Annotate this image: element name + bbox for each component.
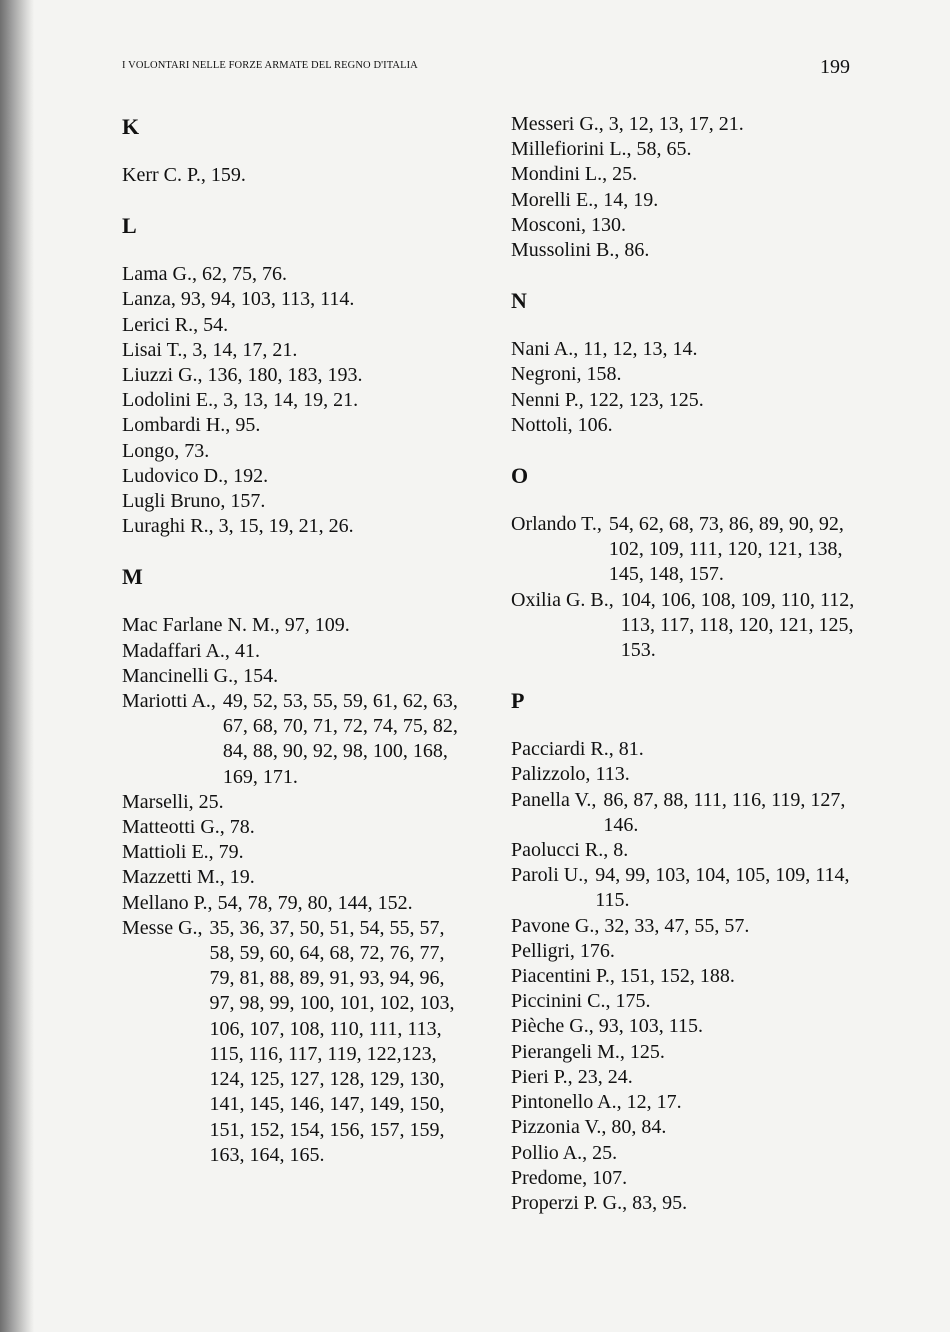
index-entry: Luraghi R., 3, 15, 19, 21, 26. <box>122 515 354 538</box>
index-entry: Lerici R., 54. <box>122 313 229 336</box>
index-entry: Pollio A., 25. <box>511 1141 618 1164</box>
index-entry: Ludovico D., 192. <box>122 464 269 487</box>
section-letter-p: P <box>511 688 525 714</box>
index-entry: Pieri P., 23, 24. <box>511 1065 633 1088</box>
index-entry: Mariotti A., 49, 52, 53, 55, 59, 61, 62, 63, 67, 68, 70, 71, 72, 74, 75, 82, 84, 88, 90, 92, 98, 100, 168, 169, 171. <box>122 690 458 788</box>
index-entry: Mac Farlane N. M., 97, 109. <box>122 614 350 637</box>
index-entry: Mosconi, 130. <box>511 213 626 236</box>
page-binding-shadow <box>0 0 34 1332</box>
section-letter-n: N <box>511 288 527 314</box>
index-entry: Lanza, 93, 94, 103, 113, 114. <box>122 288 355 311</box>
index-entry: Nottoli, 106. <box>511 413 613 436</box>
index-entry: Lombardi H., 95. <box>122 414 261 437</box>
index-entry: Longo, 73. <box>122 439 210 462</box>
index-entry: Lugli Bruno, 157. <box>122 490 266 513</box>
index-entry: Paroli U., 94, 99, 103, 104, 105, 109, 114, 115. <box>511 864 850 912</box>
index-entry: Pacciardi R., 81. <box>511 738 644 761</box>
index-entry: Pintonello A., 12, 17. <box>511 1091 682 1114</box>
index-entry: Messe G., 35, 36, 37, 50, 51, 54, 55, 57, 58, 59, 60, 64, 68, 72, 76, 77, 79, 81, 88, 89, 91, 93, 94, 96, 97, 98, 99, 100, 101, 102, 103, 106, 107, 108, 110, 111, 113, 115, 116, 117, 119, 122,123, 124, 125, 127, 128, 129, 130, 141, 145, 146, 147, 149, 150, 151, 152, 154, 156, 157, 159, 163, 164, 165. <box>122 916 455 1166</box>
section-letter-k: K <box>122 114 140 139</box>
index-entry: Mattioli E., 79. <box>122 841 244 864</box>
index-entry: Mancinelli G., 154. <box>122 664 279 687</box>
index-entry: Matteotti G., 78. <box>122 816 255 839</box>
index-entry: Morelli E., 14, 19. <box>511 188 659 211</box>
index-entry: Piacentini P., 151, 152, 188. <box>511 965 735 988</box>
index-entry: Mondini L., 25. <box>511 163 638 186</box>
index-entry: Liuzzi G., 136, 180, 183, 193. <box>122 364 363 387</box>
section-letter-o: O <box>511 463 529 489</box>
index-entry: Mellano P., 54, 78, 79, 80, 144, 152. <box>122 891 413 914</box>
index-entry: Lisai T., 3, 14, 17, 21. <box>122 338 298 361</box>
index-entry: Piccinini C., 175. <box>511 990 651 1013</box>
index-entry: Kerr C. P., 159. <box>122 164 246 186</box>
index-entry: Orlando T., 54, 62, 68, 73, 86, 89, 90, 92, 102, 109, 111, 120, 121, 138, 145, 148, 157. <box>511 513 844 586</box>
index-entry: Lama G., 62, 75, 76. <box>122 263 287 286</box>
index-entry: Lodolini E., 3, 13, 14, 19, 21. <box>122 389 359 412</box>
index-entry: Millefiorini L., 58, 65. <box>511 138 692 161</box>
index-entry: Pelligri, 176. <box>511 939 615 962</box>
page-number: 199 <box>820 56 850 78</box>
section-letter-l: L <box>122 213 137 239</box>
index-entry: Pièche G., 93, 103, 115. <box>511 1015 704 1038</box>
index-entry: Pavone G., 32, 33, 47, 55, 57. <box>511 914 750 937</box>
index-entry: Negroni, 158. <box>511 363 622 386</box>
index-entry: Paolucci R., 8. <box>511 839 629 862</box>
index-entry: Predome, 107. <box>511 1166 628 1189</box>
index-entry: Pizzonia V., 80, 84. <box>511 1116 667 1139</box>
index-entry: Pierangeli M., 125. <box>511 1040 665 1063</box>
index-entry: Oxilia G. B., 104, 106, 108, 109, 110, 112, 113, 117, 118, 120, 121, 125, 153. <box>511 588 855 662</box>
index-column-right <box>511 112 891 1216</box>
index-entry: Madaffari A., 41. <box>122 639 260 662</box>
index-entry: Panella V., 86, 87, 88, 111, 116, 119, 127, 146. <box>511 788 846 836</box>
index-entry: Messeri G., 3, 12, 13, 17, 21. <box>511 113 744 135</box>
index-entry: Marselli, 25. <box>122 790 224 813</box>
index-entry: Palizzolo, 113. <box>511 763 630 786</box>
index-column-left <box>122 112 502 1168</box>
index-entry: Nenni P., 122, 123, 125. <box>511 388 704 411</box>
section-letter-m: M <box>122 564 143 590</box>
index-entry: Nani A., 11, 12, 13, 14. <box>511 338 698 361</box>
index-entry: Mussolini B., 86. <box>511 239 650 262</box>
index-entry: Mazzetti M., 19. <box>122 866 255 889</box>
running-header: I VOLONTARI NELLE FORZE ARMATE DEL REGNO D'ITALIA <box>122 60 418 71</box>
index-entry: Properzi P. G., 83, 95. <box>511 1191 688 1214</box>
